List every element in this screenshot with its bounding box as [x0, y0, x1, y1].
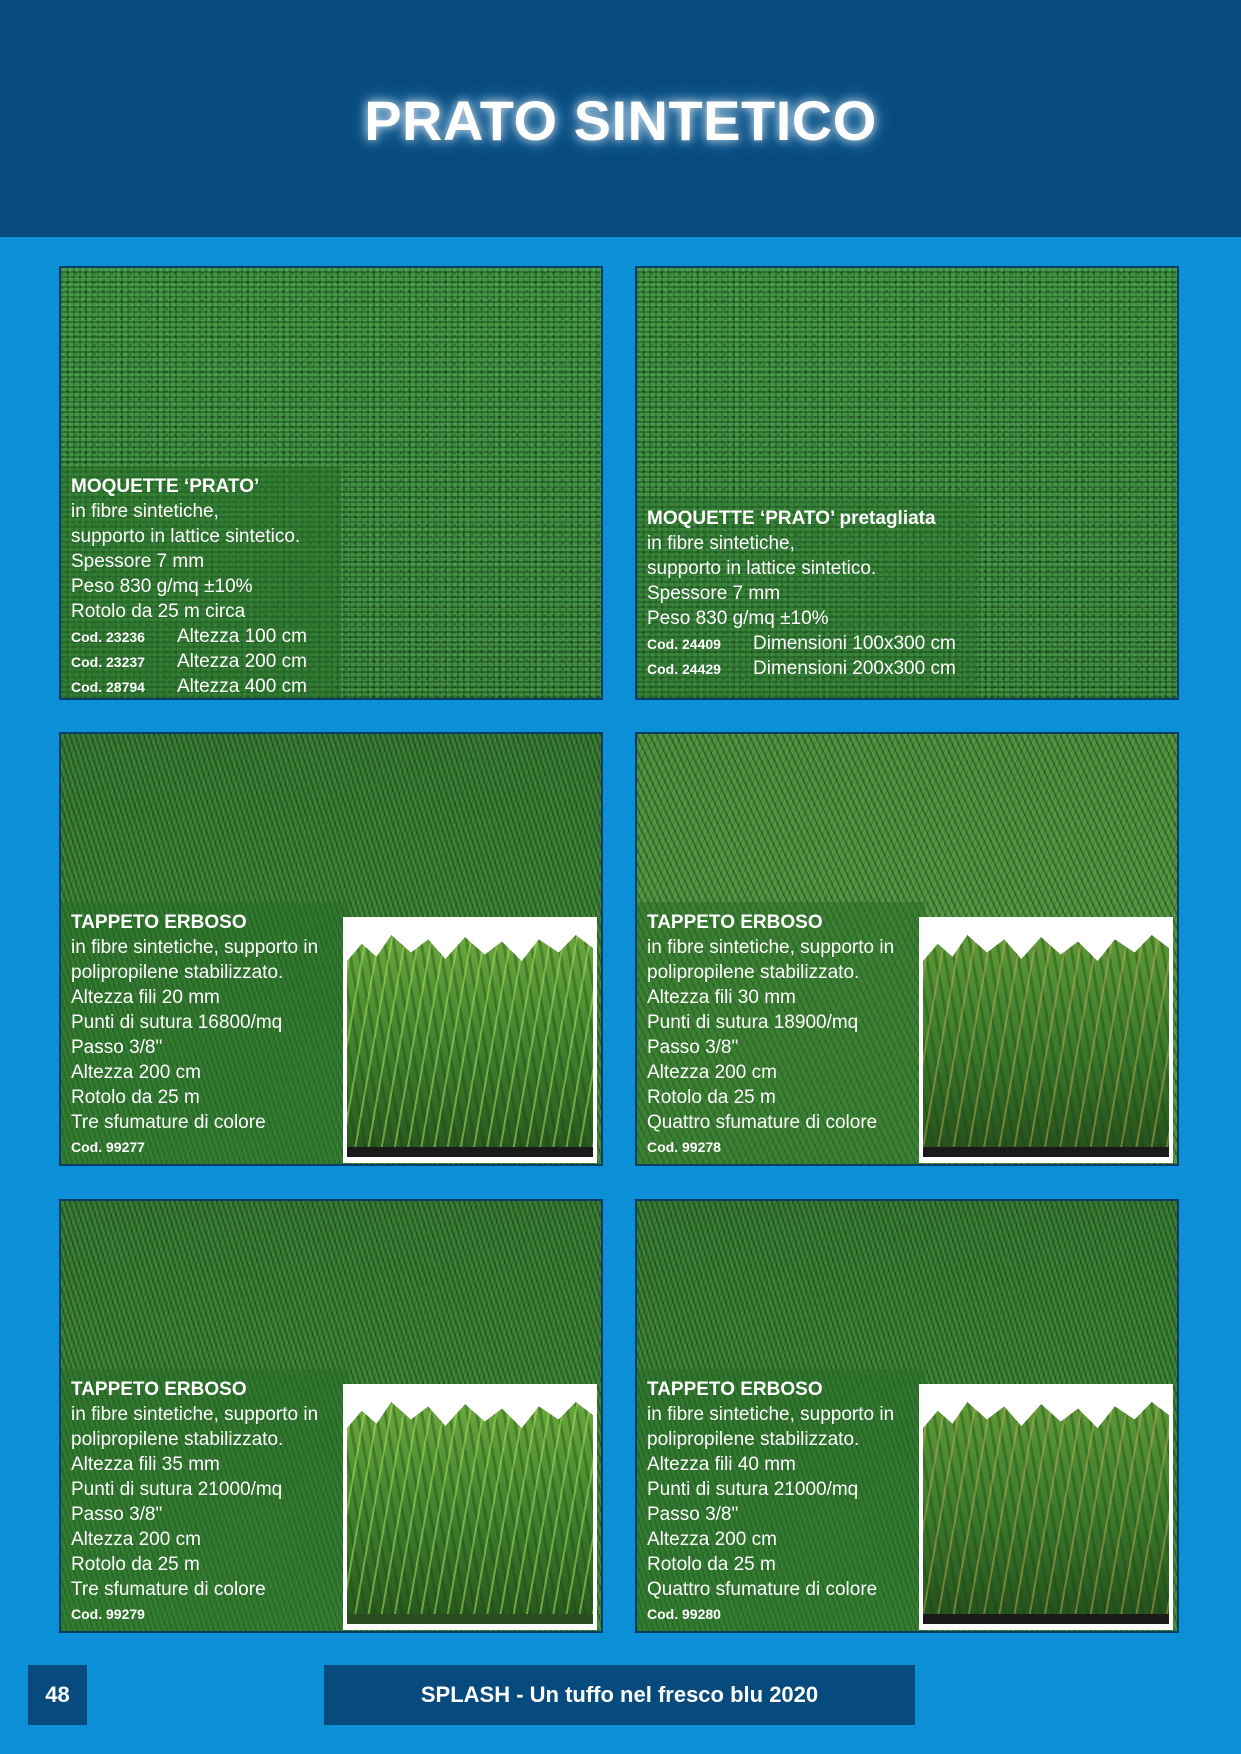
product-spec-line: Rotolo da 25 m [71, 1087, 200, 1108]
product-variant: Altezza 400 cm [177, 676, 307, 697]
product-code: Cod. 99279 [71, 1606, 145, 1622]
product-code: Cod. 23237 [71, 654, 145, 670]
grass-backing [347, 1614, 593, 1624]
product-spec-line: supporto in lattice sintetico. [647, 558, 877, 579]
product-code-row [71, 649, 331, 674]
grass-backing [923, 1614, 1169, 1624]
product-spec-line: Passo 3/8" [71, 1504, 163, 1525]
page-title: PRATO SINTETICO [364, 89, 877, 152]
product-code: Cod. 99277 [71, 1139, 145, 1155]
product-spec-line: Spessore 7 mm [647, 583, 781, 604]
product-spec-line: Altezza 200 cm [647, 1062, 777, 1083]
product-description [61, 466, 341, 698]
product-spec-line: Altezza 200 cm [647, 1529, 777, 1550]
grass-blades [923, 1402, 1169, 1620]
product-spec-line: Punti di sutura 16800/mq [71, 1012, 283, 1033]
product-spec-line: Altezza 200 cm [71, 1062, 201, 1083]
product-variant: Altezza 100 cm [177, 626, 307, 647]
product-description [637, 1369, 925, 1631]
product-title: MOQUETTE ‘PRATO’ pretagliata [647, 508, 936, 529]
product-spec-line: in fibre sintetiche, [647, 533, 795, 554]
product-spec-line: Tre sfumature di colore [71, 1112, 266, 1133]
product-card-moquette-pretagliata [635, 266, 1179, 700]
product-spec-line: Peso 830 g/mq ±10% [647, 608, 829, 629]
product-card-tappeto-erboso-20mm [59, 732, 603, 1166]
product-code-row [71, 624, 331, 649]
product-spec-line: in fibre sintetiche, supporto in [71, 937, 319, 958]
grass-backing [347, 1147, 593, 1157]
product-description [61, 1369, 349, 1631]
product-spec-line: polipropilene stabilizzato. [71, 1429, 284, 1450]
product-card-tappeto-erboso-35mm [59, 1199, 603, 1633]
product-description [637, 498, 977, 698]
product-code: Cod. 24409 [647, 636, 721, 652]
product-spec-line: Rotolo da 25 m [647, 1087, 776, 1108]
page-number: 48 [28, 1665, 87, 1725]
product-variant: Altezza 200 cm [177, 651, 307, 672]
product-spec-line: Rotolo da 25 m circa [71, 601, 246, 622]
grass-closeup-photo [343, 1384, 597, 1630]
product-code: Cod. 24429 [647, 661, 721, 677]
grass-closeup-photo [343, 917, 597, 1163]
grass-blades [347, 935, 593, 1153]
product-spec-line: polipropilene stabilizzato. [647, 962, 860, 983]
product-spec-line: Punti di sutura 21000/mq [647, 1479, 859, 1500]
product-spec-line: Altezza fili 40 mm [647, 1454, 796, 1475]
product-code: Cod. 23236 [71, 629, 145, 645]
product-spec-line: Punti di sutura 21000/mq [71, 1479, 283, 1500]
product-card-tappeto-erboso-40mm [635, 1199, 1179, 1633]
product-spec-line: Spessore 7 mm [71, 551, 205, 572]
product-title: TAPPETO ERBOSO [71, 1379, 247, 1400]
product-spec-line: Altezza fili 35 mm [71, 1454, 220, 1475]
product-spec-line: Quattro sfumature di colore [647, 1579, 878, 1600]
product-spec-line: in fibre sintetiche, supporto in [647, 937, 895, 958]
product-spec-line: polipropilene stabilizzato. [71, 962, 284, 983]
product-card-tappeto-erboso-30mm [635, 732, 1179, 1166]
product-spec-line: Peso 830 g/mq ±10% [71, 576, 253, 597]
product-card-moquette-prato [59, 266, 603, 700]
product-spec-line: Rotolo da 25 m [71, 1554, 200, 1575]
product-spec-line: Tre sfumature di colore [71, 1579, 266, 1600]
product-spec-line: in fibre sintetiche, supporto in [71, 1404, 319, 1425]
product-spec-line: Passo 3/8" [647, 1037, 739, 1058]
product-variant: Dimensioni 200x300 cm [753, 658, 956, 679]
product-spec-line: Altezza 200 cm [71, 1529, 201, 1550]
grass-blades [347, 1402, 593, 1620]
product-code: Cod. 99278 [647, 1139, 721, 1155]
product-variant: Dimensioni 100x300 cm [753, 633, 956, 654]
product-spec-line: supporto in lattice sintetico. [71, 526, 301, 547]
product-code-row [647, 631, 967, 656]
footer-title: SPLASH - Un tuffo nel fresco blu 2020 [324, 1665, 915, 1725]
grass-closeup-photo [919, 1384, 1173, 1630]
product-title: TAPPETO ERBOSO [647, 912, 823, 933]
product-code-row [71, 674, 331, 699]
product-spec-line: Rotolo da 25 m [647, 1554, 776, 1575]
product-spec-line: polipropilene stabilizzato. [647, 1429, 860, 1450]
product-spec-line: Altezza fili 30 mm [647, 987, 796, 1008]
product-spec-line: in fibre sintetiche, supporto in [647, 1404, 895, 1425]
product-description [61, 902, 349, 1164]
product-spec-line: Quattro sfumature di colore [647, 1112, 878, 1133]
product-title: MOQUETTE ‘PRATO’ [71, 476, 260, 497]
product-spec-line: Punti di sutura 18900/mq [647, 1012, 859, 1033]
product-spec-line: Passo 3/8" [71, 1037, 163, 1058]
product-description [637, 902, 925, 1164]
product-spec-line: Passo 3/8" [647, 1504, 739, 1525]
product-code: Cod. 99280 [647, 1606, 721, 1622]
grass-closeup-photo [919, 917, 1173, 1163]
grass-backing [923, 1147, 1169, 1157]
product-code-row [647, 656, 967, 681]
product-spec-line: in fibre sintetiche, [71, 501, 219, 522]
grass-blades [923, 935, 1169, 1153]
product-title: TAPPETO ERBOSO [647, 1379, 823, 1400]
product-title: TAPPETO ERBOSO [71, 912, 247, 933]
product-spec-line: Altezza fili 20 mm [71, 987, 220, 1008]
product-code: Cod. 28794 [71, 679, 145, 695]
